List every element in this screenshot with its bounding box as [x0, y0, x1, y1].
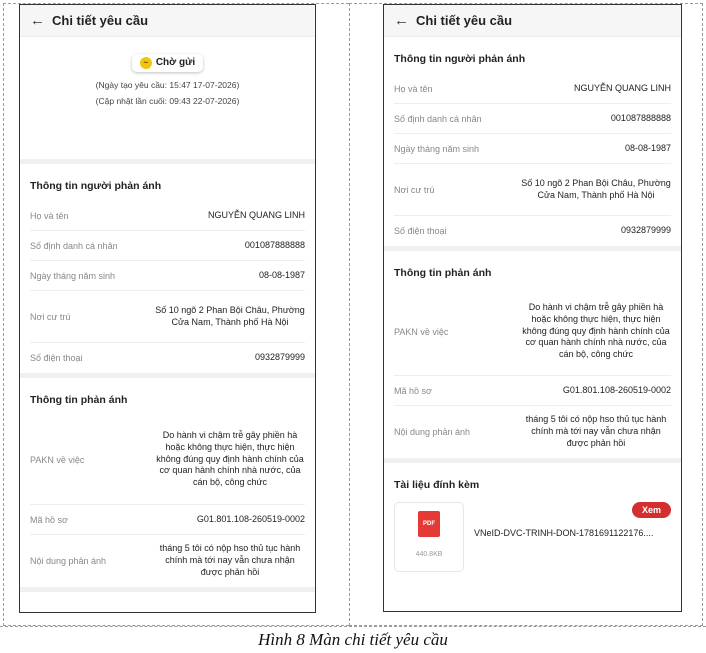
report-section	[384, 251, 681, 458]
row-label: Mã hồ sơ	[30, 514, 68, 525]
page-title: Chi tiết yêu cầu	[416, 13, 513, 28]
row-value: 0932879999	[254, 352, 305, 363]
row-value: Số 10 ngõ 2 Phan Bội Châu, Phường Cửa Nam, Thành phố Hà Nội	[155, 304, 305, 327]
section-title: Thông tin người phản ánh	[394, 53, 526, 65]
reporter-section	[384, 37, 681, 246]
file-thumbnail[interactable]	[394, 502, 464, 572]
attachments-section	[384, 463, 681, 576]
row-value: 001087888888	[244, 239, 305, 250]
row-label: Số định danh cá nhân	[394, 113, 482, 124]
detail-row	[394, 376, 671, 406]
detail-row	[394, 74, 671, 104]
row-value: 001087888888	[610, 112, 671, 123]
bottom-divider	[0, 626, 706, 627]
app-header	[384, 5, 681, 37]
page-title: Chi tiết yêu cầu	[52, 13, 149, 28]
row-label: Mã hồ sơ	[394, 385, 432, 396]
row-label: Số điện thoại	[30, 353, 83, 363]
left-screen	[19, 4, 316, 613]
row-label: Nội dung phản ánh	[30, 556, 107, 566]
detail-row	[30, 291, 305, 343]
file-size: 440.8KB	[415, 551, 443, 558]
detail-row	[30, 343, 305, 373]
detail-row	[394, 216, 671, 246]
detail-row	[30, 535, 305, 587]
section-divider	[20, 587, 315, 592]
section-title: Tài liệu đính kèm	[394, 479, 480, 491]
row-value: tháng 5 tôi có nộp hso thủ tục hành chính mà tới nay vẫn chưa nhận được phản hồi	[525, 414, 667, 448]
attachment-item[interactable]	[394, 502, 671, 576]
file-name: VNeID-DVC-TRINH-DON-1781691122176....	[474, 528, 654, 538]
back-arrow-icon[interactable]: ←	[394, 12, 409, 29]
row-label: Nội dung phản ánh	[394, 427, 471, 437]
detail-row	[30, 261, 305, 291]
right-screen	[383, 4, 682, 612]
row-value: tháng 5 tôi có nộp hso thủ tục hành chính mà tới nay vẫn chưa nhận được phản hồi	[159, 543, 301, 577]
detail-row	[30, 231, 305, 261]
row-value: 0932879999	[620, 225, 671, 236]
status-block	[20, 37, 315, 159]
row-label: Ngày tháng năm sinh	[30, 270, 116, 281]
created-time: (Ngày tạo yêu cầu: 15:47 17-07-2026)	[95, 79, 240, 90]
row-value: Số 10 ngõ 2 Phan Bội Châu, Phường Cửa Nam, Thành phố Hà Nội	[521, 177, 671, 200]
report-section	[20, 378, 315, 587]
row-label: PAKN về việc	[394, 326, 449, 337]
detail-row	[30, 505, 305, 535]
detail-row	[394, 134, 671, 164]
section-title: Thông tin phản ánh	[30, 394, 128, 406]
status-badge-label: Chờ gửi	[155, 57, 196, 68]
row-value: NGUYỄN QUANG LINH	[207, 209, 305, 220]
pdf-icon: PDF	[418, 511, 440, 537]
row-label: PAKN về việc	[30, 454, 85, 465]
row-label: Nơi cư trú	[30, 311, 71, 322]
detail-row	[394, 288, 671, 376]
row-value: G01.801.108-260519-0002	[196, 513, 305, 524]
app-header	[20, 5, 315, 37]
updated-time: (Cập nhật lần cuối: 09:43 22-07-2026)	[95, 95, 240, 106]
row-label: Ngày tháng năm sinh	[394, 143, 480, 154]
row-value: Do hành vi chậm trễ gây phiền hà hoặc không thực hiện, thực hiện không đúng quy định hành chính của cơ quan hành chính nhà nước, của cán bộ, công chức	[156, 430, 304, 488]
figure-caption: Hình 8 Màn chi tiết yêu cầu	[258, 630, 448, 649]
row-label: Nơi cư trú	[394, 184, 435, 195]
detail-row	[30, 415, 305, 505]
detail-row	[30, 201, 305, 231]
row-label: Họ và tên	[394, 83, 433, 94]
row-label: Số điện thoại	[394, 226, 447, 236]
section-title: Thông tin phản ánh	[394, 267, 492, 279]
row-label: Số định danh cá nhân	[30, 240, 118, 251]
back-arrow-icon[interactable]: ←	[30, 12, 45, 29]
view-button[interactable]: Xem	[632, 502, 671, 518]
pending-icon: ~	[140, 57, 152, 69]
row-value: Do hành vi chậm trễ gây phiền hà hoặc không thực hiện, thực hiện không đúng quy định hành chính của cơ quan hành chính nhà nước, của cán bộ, công chức	[522, 302, 670, 360]
detail-row	[394, 406, 671, 458]
status-badge	[132, 54, 203, 72]
row-value: 08-08-1987	[624, 142, 671, 153]
detail-row	[394, 104, 671, 134]
row-value: 08-08-1987	[258, 269, 305, 280]
detail-row	[394, 164, 671, 216]
row-label: Họ và tên	[30, 210, 69, 221]
row-value: NGUYỄN QUANG LINH	[573, 82, 671, 93]
reporter-section	[20, 164, 315, 373]
row-value: G01.801.108-260519-0002	[562, 384, 671, 395]
section-title: Thông tin người phản ánh	[30, 180, 162, 192]
